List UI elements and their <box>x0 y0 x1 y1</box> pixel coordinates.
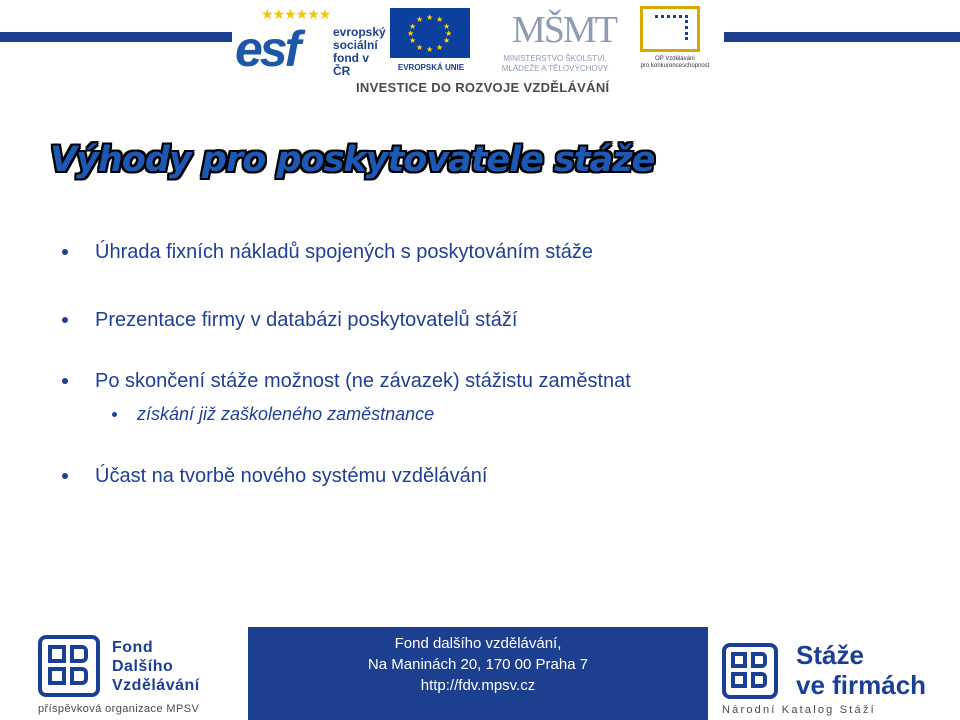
fdv-logo-icon <box>38 635 100 697</box>
esf-logo-mark: esf <box>235 21 299 77</box>
bullet-item: Prezentace firmy v databázi poskytovatelů stáží <box>95 309 517 332</box>
header-bar-left <box>0 32 232 42</box>
staze-logo-title: Stáže ve firmách <box>796 640 927 700</box>
op-vzdelavani-logo <box>628 6 722 74</box>
msmt-logo-mark: MŠMT <box>512 9 616 51</box>
op-logo-icon <box>640 6 700 52</box>
staze-logo-subtitle: Národní Katalog Stáží <box>722 704 876 716</box>
fdv-subtitle: příspěvková organizace MPSV <box>38 703 200 715</box>
bullet-item: Účast na tvorbě nového systému vzdělávání <box>95 465 487 488</box>
header-bar-right <box>724 32 960 42</box>
bullet-item: Po skončení stáže možnost (ne závazek) stážistu zaměstnat <box>95 370 631 393</box>
eu-flag-icon: ★ ★ ★ ★ ★ ★ ★ ★ ★ ★ ★ ★ <box>390 8 470 58</box>
fdv-logo-text: Fond Dalšího Vzdělávání <box>112 639 200 694</box>
bullet-item: Úhrada fixních nákladů spojených s poskytováním stáže <box>95 241 593 264</box>
msmt-logo-text: MINISTERSTVO ŠKOLSTVÍ, MLÁDEŽE A TĚLOVÝCHOVY <box>501 54 609 73</box>
footer-org-name: Fond dalšího vzdělávání, <box>394 635 562 652</box>
esf-logo <box>235 6 385 76</box>
bullet-dot-icon <box>62 473 68 479</box>
investice-tagline: INVESTICE DO ROZVOJE VZDĚLÁVÁNÍ <box>356 80 610 95</box>
bullet-dot-icon <box>62 378 68 384</box>
esf-stars-icon: ★★★★★★ <box>261 6 331 22</box>
eu-logo-text: EVROPSKÁ UNIE <box>397 63 465 72</box>
footer-address: Na Maninách 20, 170 00 Praha 7 <box>367 656 589 673</box>
op-logo-text: OP Vzdělávání pro konkurenceschopnost <box>640 56 710 69</box>
eu-logo <box>386 8 476 76</box>
slide-title: Výhody pro poskytovatele stáže <box>50 140 655 180</box>
footer-contact <box>248 627 708 720</box>
sub-bullet-item: získání již zaškoleného zaměstnance <box>137 404 434 425</box>
esf-logo-text: evropský sociální fond v ČR <box>333 25 386 78</box>
staze-logo-icon <box>722 643 778 699</box>
footer-url[interactable]: http://fdv.mpsv.cz <box>420 677 536 694</box>
bullet-dot-icon <box>62 317 68 323</box>
msmt-logo <box>480 8 630 76</box>
bullet-dot-icon <box>62 249 68 255</box>
bullet-dot-icon <box>112 412 117 417</box>
